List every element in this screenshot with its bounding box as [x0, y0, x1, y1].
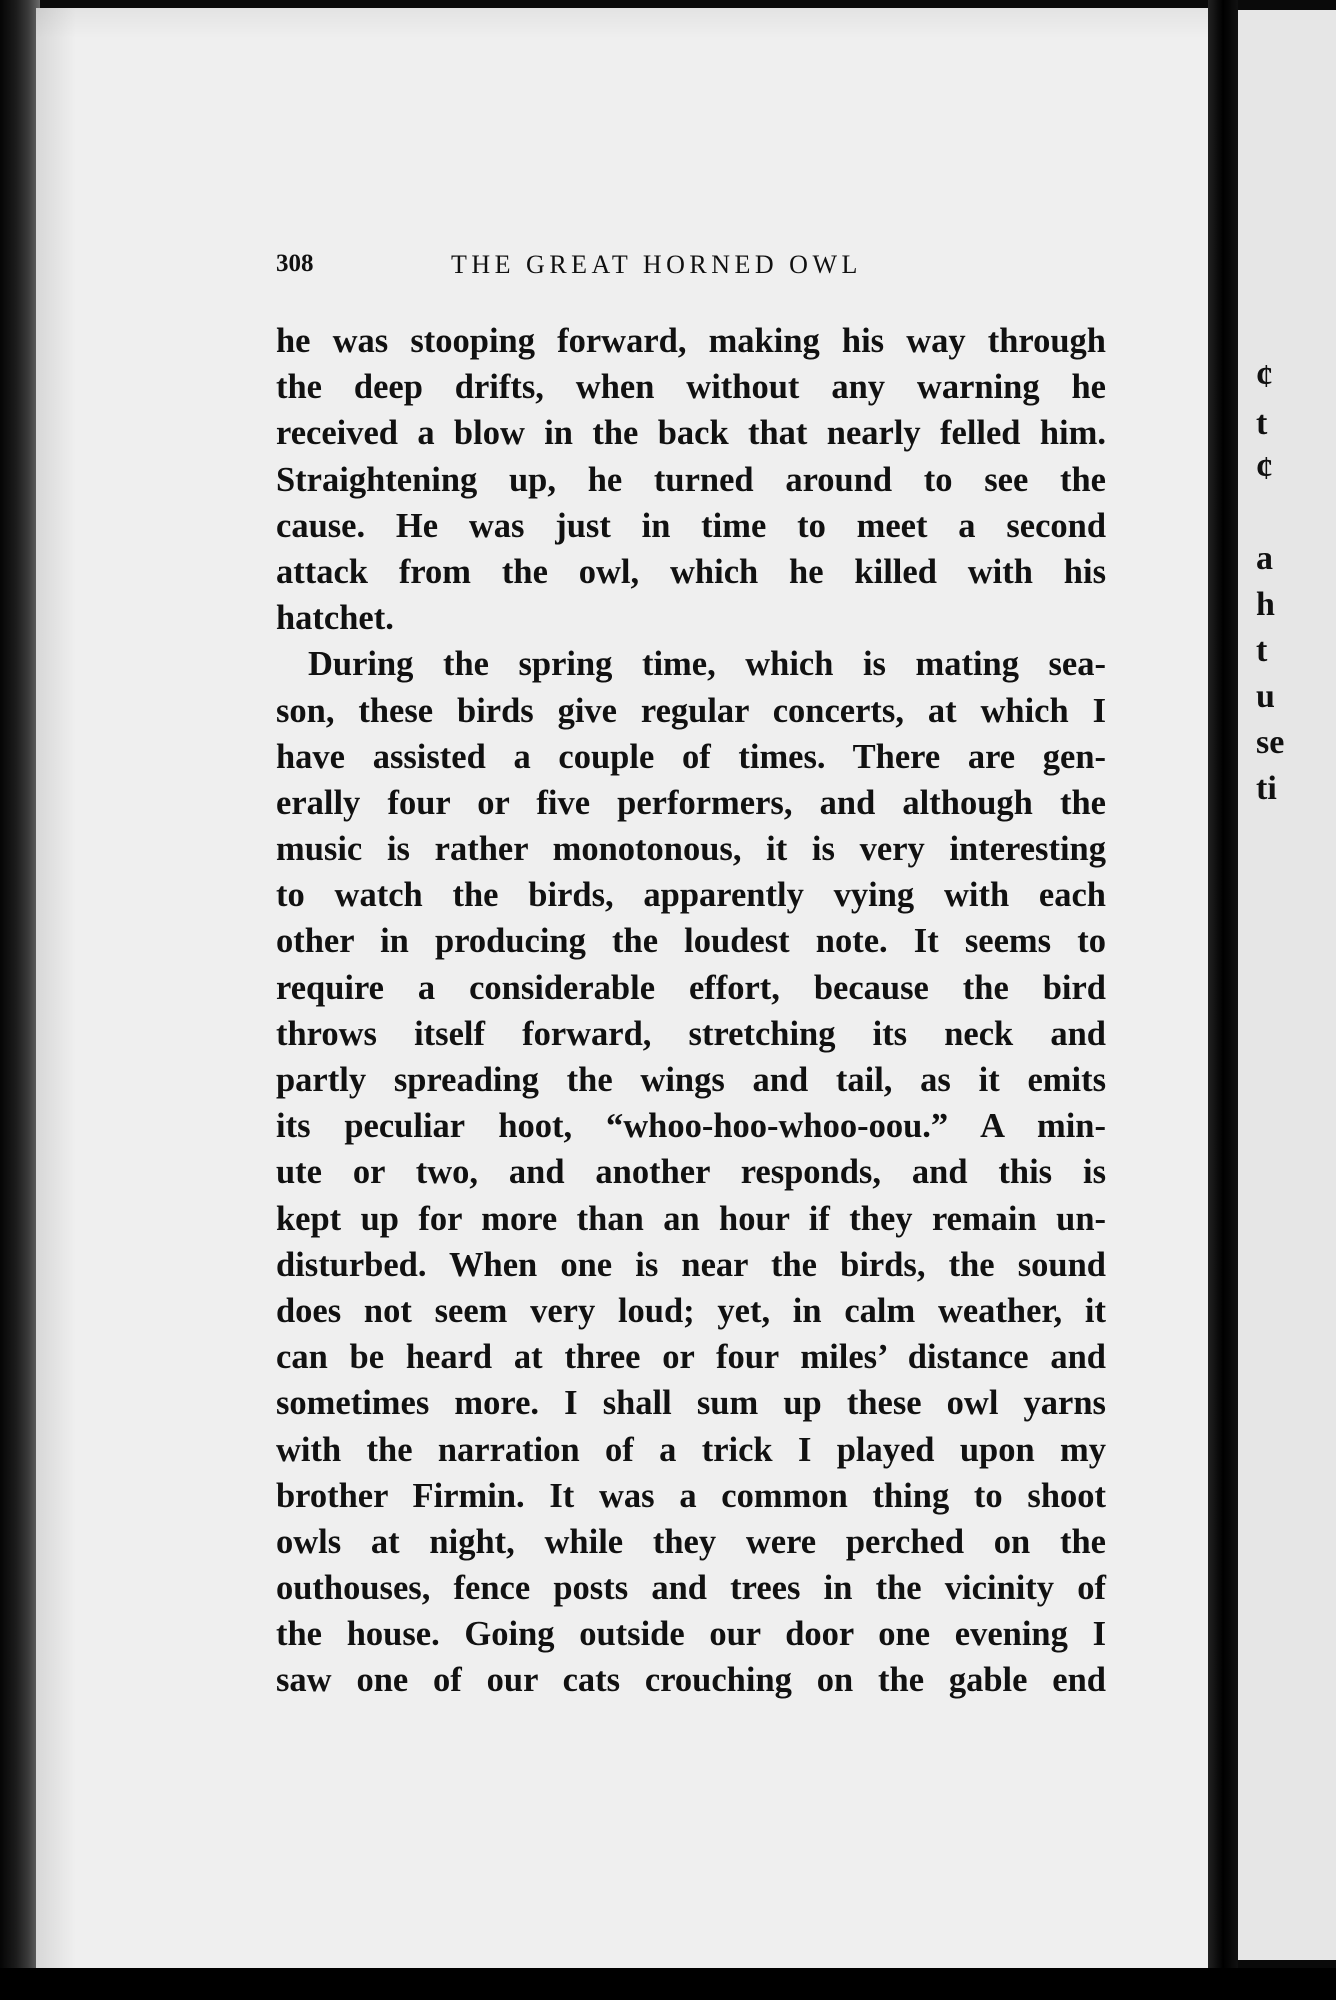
page-header [276, 250, 1106, 290]
text-line: During the spring time, which is mating sea- [308, 645, 1106, 684]
text-line: disturbed. When one is near the birds, the sound [276, 1245, 1106, 1284]
text-line: son, these birds give regular concerts, at which I [276, 691, 1106, 730]
text-line: kept up for more than an hour if they remain un- [276, 1199, 1106, 1238]
text-line: he was stooping forward, making his way through [276, 322, 1106, 360]
text-line: the house. Going outside our door one evening I [276, 1615, 1106, 1654]
adjacent-page-edge [1238, 10, 1336, 1960]
scan-bottom-edge [0, 1968, 1336, 2000]
adjacent-page-fragment: t [1256, 405, 1268, 442]
text-line: cause. He was just in time to meet a second [276, 506, 1106, 545]
book-left-edge [0, 0, 40, 2000]
text-line: with the narration of a trick I played upon my [276, 1430, 1106, 1469]
adjacent-page-fragment: a [1256, 540, 1273, 577]
text-line: attack from the owl, which he killed with his [276, 552, 1106, 591]
text-line: Straightening up, he turned around to see the [276, 460, 1106, 499]
text-line: brother Firmin. It was a common thing to shoot [276, 1476, 1106, 1515]
text-line: received a blow in the back that nearly felled him. [276, 414, 1106, 453]
text-line: saw one of our cats crouching on the gable end [276, 1661, 1106, 1700]
adjacent-page-fragment: t [1256, 632, 1268, 669]
text-line: require a considerable effort, because the bird [276, 968, 1106, 1007]
text-line: have assisted a couple of times. There are gen- [276, 737, 1106, 776]
text-line: erally four or five performers, and although the [276, 783, 1106, 822]
text-line: other in producing the loudest note. It seems to [276, 922, 1106, 961]
adjacent-page-fragment: h [1256, 586, 1275, 623]
text-line: owls at night, while they were perched on the [276, 1522, 1106, 1561]
adjacent-page-fragment: u [1256, 678, 1275, 715]
text-line: throws itself forward, stretching its neck and [276, 1014, 1106, 1053]
text-line: partly spreading the wings and tail, as it emits [276, 1061, 1106, 1099]
book-gutter [1208, 0, 1238, 2000]
text-line: outhouses, fence posts and trees in the vicinity of [276, 1569, 1106, 1608]
text-line: hatchet. [276, 599, 394, 638]
page-body-text [276, 318, 1106, 1704]
page-number: 308 [276, 250, 314, 277]
text-line: can be heard at three or four miles’ distance and [276, 1338, 1106, 1377]
text-line: does not seem very loud; yet, in calm weather, it [276, 1291, 1106, 1330]
adjacent-page-fragment: ¢ [1256, 358, 1273, 395]
text-line: ute or two, and another responds, and this is [276, 1153, 1106, 1192]
text-line: its peculiar hoot, “whoo-hoo-whoo-oou.” A min- [276, 1107, 1106, 1146]
adjacent-page-fragment: ¢ [1256, 450, 1273, 487]
text-line: sometimes more. I shall sum up these owl yarns [276, 1384, 1106, 1423]
adjacent-page-fragment: ti [1256, 770, 1277, 807]
adjacent-page-fragment: se [1256, 724, 1285, 761]
text-line: the deep drifts, when without any warning he [276, 368, 1106, 407]
text-line: music is rather monotonous, it is very interesting [276, 830, 1106, 869]
text-line: to watch the birds, apparently vying with each [276, 876, 1106, 915]
running-head: THE GREAT HORNED OWL [451, 250, 862, 279]
